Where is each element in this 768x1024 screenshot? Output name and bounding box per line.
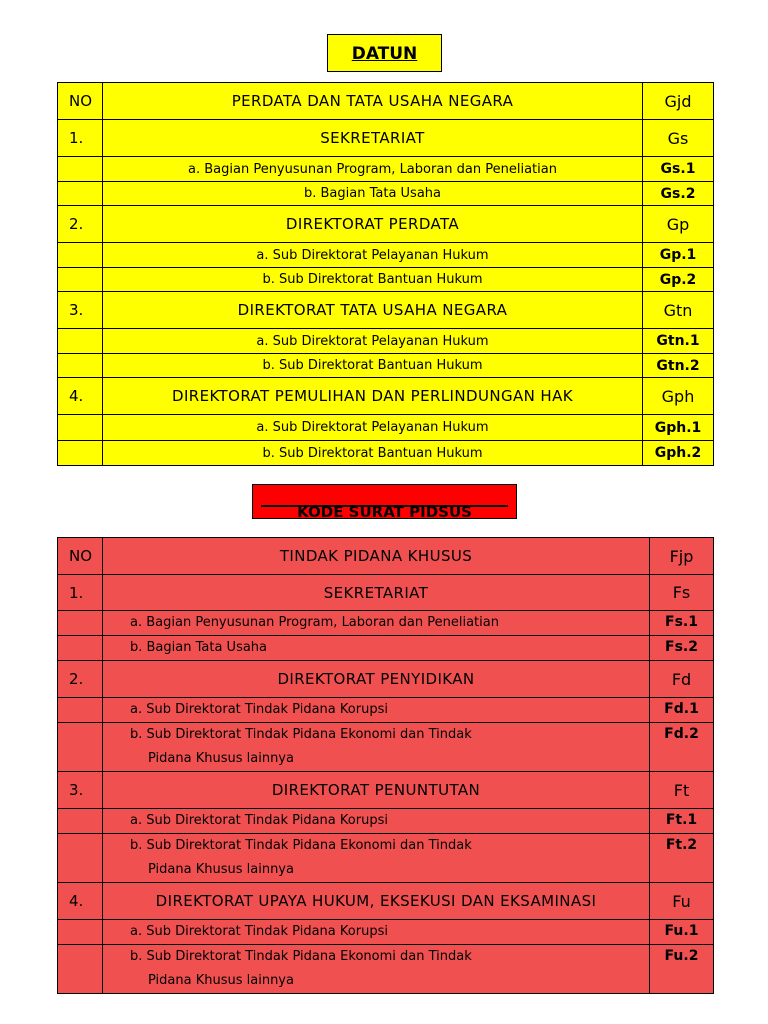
sub-item-row [58,723,714,772]
section-name: DIREKTORAT PENUNTUTAN [103,772,650,809]
section-name: DIREKTORAT PEMULIHAN DAN PERLINDUNGAN HAK [103,378,643,415]
sub-item-text: b. Sub Direktorat Bantuan Hukum [262,272,483,287]
sub-item-name [103,809,650,834]
sub-item-code: Gp.1 [643,243,714,268]
sub-item-text: b. Sub Direktorat Tindak Pidana Ekonomi dan Tindak [130,949,472,964]
sub-item-row [58,945,714,994]
section-number: 1. [58,120,103,157]
section-row [58,378,714,415]
sub-item-code: Fd.2 [650,723,714,772]
sub-item-text: a. Bagian Penyusunan Program, Laboran dan Peneliatian [130,615,499,630]
sub-item-code: Fs.2 [650,636,714,661]
sub-item-row [58,354,714,378]
section-row [58,575,714,611]
empty-no-cell [58,441,103,466]
section-name: DIREKTORAT TATA USAHA NEGARA [103,292,643,329]
section-code: Gs [643,120,714,157]
section-number: 2. [58,206,103,243]
sub-item-text: a. Sub Direktorat Pelayanan Hukum [256,333,489,349]
sub-item-name [103,611,650,636]
sub-item-code: Fu.2 [650,945,714,994]
section-row [58,661,714,698]
section-row [58,206,714,243]
header-title: PERDATA DAN TATA USAHA NEGARA [103,83,643,120]
sub-item-name [103,243,643,268]
sub-item-text: a. Sub Direktorat Pelayanan Hukum [256,420,489,435]
section-code: Fd [650,661,714,698]
sub-item-text: b. Sub Direktorat Tindak Pidana Ekonomi dan Tindak [130,727,472,742]
sub-item-row [58,809,714,834]
section-number: 1. [58,575,103,611]
sub-item-code: Gp.2 [643,268,714,292]
header-code: Fjp [650,538,714,575]
section-row [58,772,714,809]
sub-item-text: a. Bagian Penyusunan Program, Laboran dan Peneliatian [188,161,557,177]
sub-item-name [103,723,650,772]
sub-item-name [103,834,650,883]
header-no: NO [58,538,103,575]
section-code: Gp [643,206,714,243]
datun-title-box [327,34,442,72]
section-number: 3. [58,772,103,809]
sub-item-code: Gtn.2 [643,354,714,378]
empty-no-cell [58,415,103,441]
sub-item-row [58,441,714,466]
empty-no-cell [58,834,103,883]
sub-item-text: b. Sub Direktorat Bantuan Hukum [262,445,483,461]
sub-item-row [58,611,714,636]
sub-item-row [58,834,714,883]
section-code: Fu [650,883,714,920]
section-code: Fs [650,575,714,611]
sub-item-text: a. Sub Direktorat Tindak Pidana Korupsi [130,813,388,828]
sub-item-text: Pidana Khusus lainnya [148,973,294,988]
sub-item-text: b. Bagian Tata Usaha [303,186,441,201]
sub-item-row [58,329,714,354]
sub-item-code: Fd.1 [650,698,714,723]
sub-item-name [103,441,643,466]
sub-item-name [103,698,650,723]
section-code: Ft [650,772,714,809]
sub-item-text: b. Bagian Tata Usaha [130,640,268,655]
section-code: Gtn [643,292,714,329]
sub-item-row [58,157,714,182]
pidsus-table [57,537,714,994]
section-row [58,120,714,157]
empty-no-cell [58,182,103,206]
section-number: 3. [58,292,103,329]
section-number: 2. [58,661,103,698]
section-row [58,292,714,329]
section-name: DIREKTORAT PENYIDIKAN [103,661,650,698]
empty-no-cell [58,809,103,834]
header-code: Gjd [643,83,714,120]
section-code: Gph [643,378,714,415]
sub-item-row [58,243,714,268]
sub-item-code: Ft.1 [650,809,714,834]
sub-item-name [103,636,650,661]
sub-item-text: a. Sub Direktorat Pelayanan Hukum [256,247,489,263]
sub-item-text: a. Sub Direktorat Tindak Pidana Korupsi [130,702,388,717]
sub-item-text: b. Sub Direktorat Tindak Pidana Ekonomi dan Tindak [130,838,472,853]
empty-no-cell [58,329,103,354]
section-name: DIREKTORAT PERDATA [103,206,643,243]
sub-item-code: Fs.1 [650,611,714,636]
sub-item-name [103,415,643,441]
sub-item-text: a. Sub Direktorat Tindak Pidana Korupsi [130,924,388,939]
sub-item-row [58,698,714,723]
sub-item-code: Fu.1 [650,920,714,945]
sub-item-code: Gph.1 [643,415,714,441]
pidsus-title: KODE SURAT PIDSUS [297,503,472,521]
sub-item-code: Gs.1 [643,157,714,182]
sub-item-text: Pidana Khusus lainnya [148,862,294,877]
header-row [58,538,714,575]
sub-item-code: Gs.2 [643,182,714,206]
sub-item-row [58,182,714,206]
section-name: DIREKTORAT UPAYA HUKUM, EKSEKUSI DAN EKSAMINASI [103,883,650,920]
header-row [58,83,714,120]
sub-item-row [58,920,714,945]
sub-item-name [103,157,643,182]
empty-no-cell [58,723,103,772]
sub-item-code: Ft.2 [650,834,714,883]
empty-no-cell [58,268,103,292]
sub-item-row [58,268,714,292]
sub-item-name [103,354,643,378]
sub-item-name [103,329,643,354]
sub-item-text: Pidana Khusus lainnya [148,751,294,766]
section-row [58,883,714,920]
pidsus-title-box [252,484,517,519]
empty-no-cell [58,354,103,378]
sub-item-name [103,182,643,206]
empty-no-cell [58,636,103,661]
section-name: SEKRETARIAT [103,120,643,157]
datun-title: DATUN [351,44,418,64]
empty-no-cell [58,611,103,636]
empty-no-cell [58,920,103,945]
empty-no-cell [58,243,103,268]
section-number: 4. [58,883,103,920]
sub-item-name [103,268,643,292]
sub-item-code: Gtn.1 [643,329,714,354]
datun-table [57,82,714,466]
header-title: TINDAK PIDANA KHUSUS [103,538,650,575]
sub-item-code: Gph.2 [643,441,714,466]
empty-no-cell [58,698,103,723]
sub-item-name [103,945,650,994]
empty-no-cell [58,945,103,994]
sub-item-row [58,415,714,441]
empty-no-cell [58,157,103,182]
section-number: 4. [58,378,103,415]
sub-item-name [103,920,650,945]
section-name: SEKRETARIAT [103,575,650,611]
header-no: NO [58,83,103,120]
sub-item-text: b. Sub Direktorat Bantuan Hukum [262,358,483,373]
sub-item-row [58,636,714,661]
